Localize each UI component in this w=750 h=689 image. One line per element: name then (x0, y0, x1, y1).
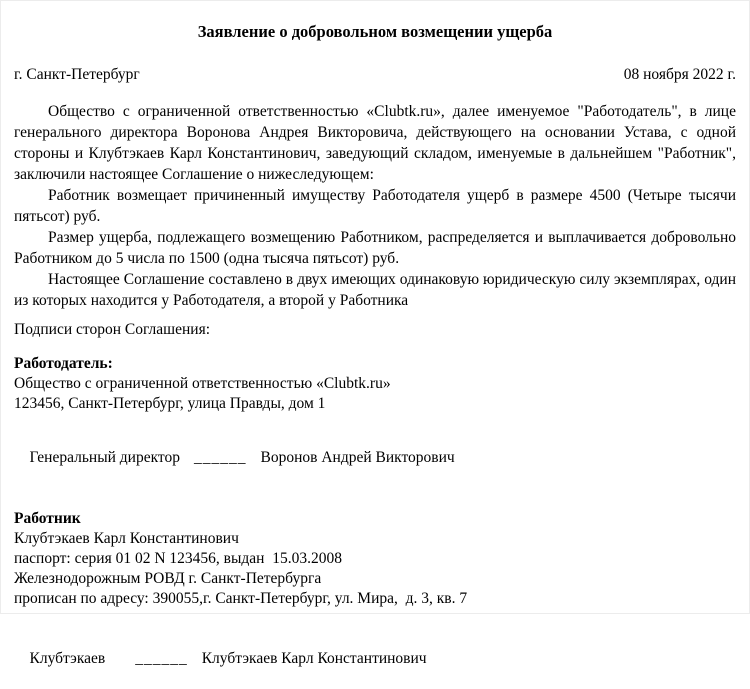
header-row (14, 64, 736, 85)
employee-registered-address: прописан по адресу: 390055,г. Санкт-Петербург, ул. Мира, д. 3, кв. 7 (14, 590, 468, 607)
document-body (14, 101, 736, 311)
employer-label: Работодатель: (14, 355, 113, 372)
document-title: Заявление о добровольном возмещении ущерба (197, 22, 553, 41)
paragraph-parties: Общество с ограниченной ответственностью «Clubtk.ru», далее именуемое "Работодатель", в лице генерального директора Воронова Андрея Викторовича, действующего на основании Устава, с одной стороны и Клубтэкаев Карл Константинович, заведующий складом, именуемые в дальнейшем "Работник", заключили настоящее Соглашение о нижеследующем: (14, 103, 736, 183)
document-city: г. Санкт-Петербург (14, 66, 140, 83)
employee-signature-fullname: Клубтэкаев Карл Константинович (201, 650, 427, 667)
employee-block (14, 509, 736, 609)
document-date: 08 ноября 2022 г. (623, 66, 736, 83)
employer-block (14, 354, 736, 414)
paragraph-damage-amount: Работник возмещает причиненный имуществу Работодателя ущерб в размере 4500 (Четыре тысячи пятьсот) руб. (14, 187, 736, 225)
employee-passport-issuer: Железнодорожным РОВД г. Санкт-Петербурга (14, 570, 322, 587)
employer-signature-row (14, 428, 736, 488)
employee-signature-row (14, 629, 736, 689)
employer-address: 123456, Санкт-Петербург, улица Правды, дом 1 (14, 395, 326, 412)
signatures-heading: Подписи сторон Соглашения: (14, 321, 211, 338)
employee-passport: паспорт: серия 01 02 N 123456, выдан 15.03.2008 (14, 550, 342, 567)
employer-company: Общество с ограниченной ответственностью «Clubtk.ru» (14, 375, 391, 392)
paragraph-payment-terms: Размер ущерба, подлежащего возмещению Работником, распределяется и выплачивается добровольно Работником до 5 числа по 1500 (одна тысяча пятьсот) руб. (14, 229, 736, 267)
employer-signatory-title: Генеральный директор (29, 449, 180, 466)
employee-label: Работник (14, 510, 81, 527)
paragraph-copies: Настоящее Соглашение составлено в двух имеющих одинаковую юридическую силу экземплярах, один из которых находится у Работодателя, а второй у Работника (14, 271, 736, 309)
employer-signature-line: ______ (194, 449, 247, 466)
employee-signature-line: ______ (135, 650, 188, 667)
employer-signatory-name: Воронов Андрей Викторович (260, 449, 455, 466)
employee-name: Клубтэкаев Карл Константинович (14, 530, 239, 547)
employee-signature-surname: Клубтэкаев (29, 650, 106, 667)
